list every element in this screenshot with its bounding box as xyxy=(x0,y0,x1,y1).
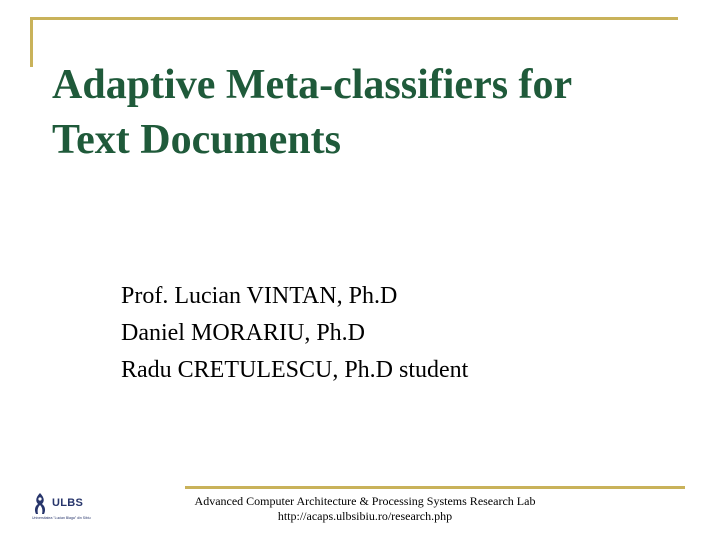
university-emblem-icon xyxy=(30,492,50,516)
author-list xyxy=(121,278,468,389)
author-item: Prof. Lucian VINTAN, Ph.D xyxy=(121,283,398,309)
footer-rule xyxy=(185,486,685,489)
top-decorative-rule xyxy=(30,17,678,20)
left-decorative-rule xyxy=(30,17,33,67)
slide-title xyxy=(52,58,692,168)
logo-wordmark: ULBS xyxy=(52,497,84,509)
footer-lab-name: Advanced Computer Architecture & Processing Systems Research Lab xyxy=(194,494,536,508)
author-item: Daniel MORARIU, Ph.D xyxy=(121,320,365,346)
footer xyxy=(185,494,545,524)
author-item: Radu CRETULESCU, Ph.D student xyxy=(121,357,469,383)
ulbs-logo xyxy=(30,492,100,528)
footer-url-link[interactable]: http://acaps.ulbsibiu.ro/research.php xyxy=(277,509,453,523)
logo-subtext: Universitatea "Lucian Blaga" din Sibiu xyxy=(32,516,91,520)
title-line-1: Adaptive Meta-classifiers for xyxy=(52,62,573,108)
title-line-2: Text Documents xyxy=(52,117,341,163)
